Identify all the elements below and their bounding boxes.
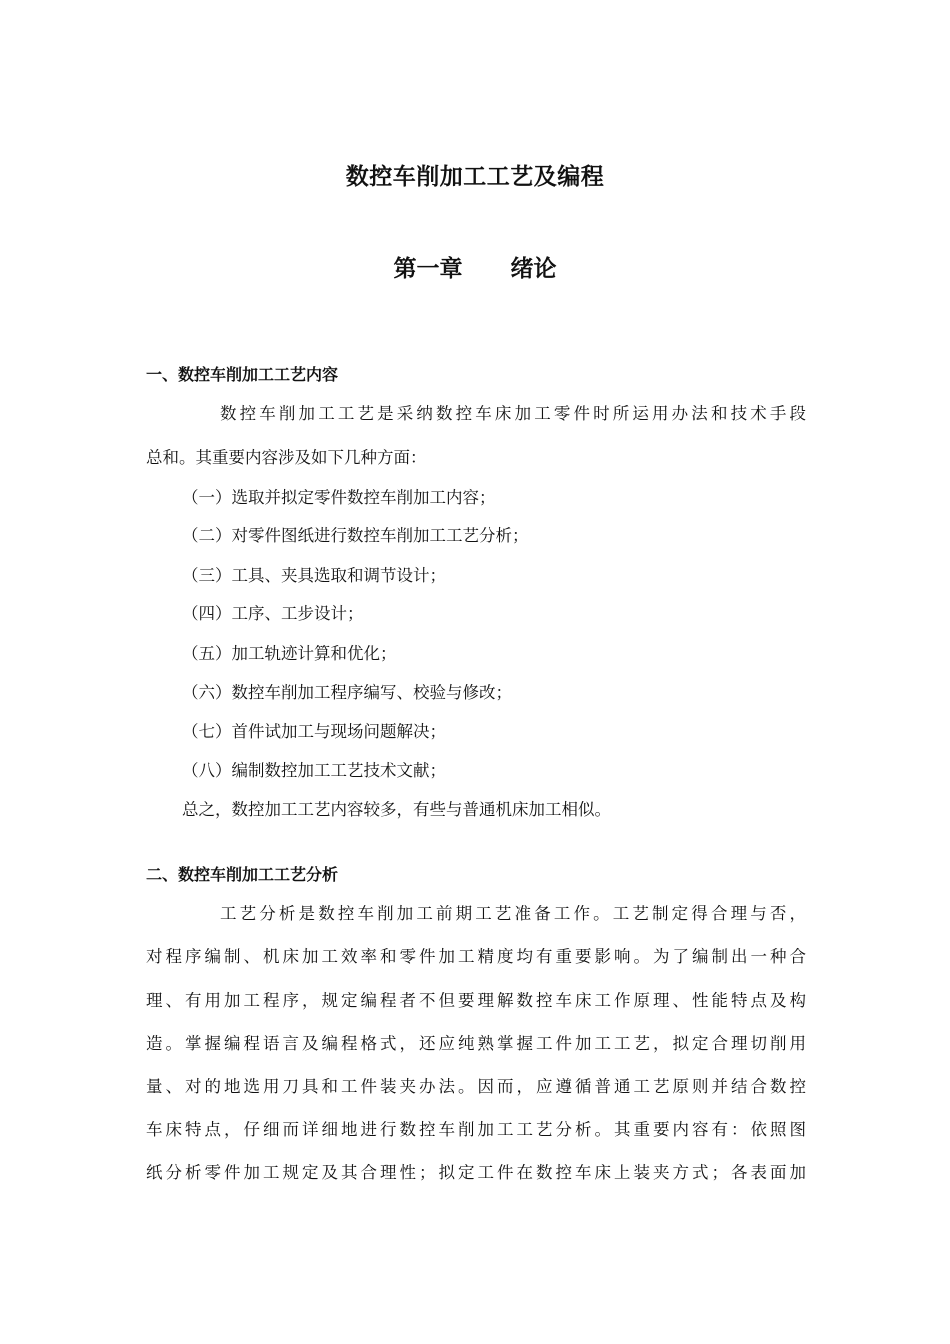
document-title: 数控车削加工工艺及编程 (345, 164, 605, 190)
paragraph-line: 量、对的地选用刀具和工件装夹办法。因而，应遵循普通工艺原则并结合数控 (146, 1077, 806, 1096)
list-item: （七）首件试加工与现场问题解决； (182, 722, 446, 741)
list-item: （三）工具、夹具选取和调节设计； (182, 566, 446, 585)
list-item: （一）选取并拟定零件数控车削加工内容； (182, 488, 496, 507)
section-heading-2: 二、数控车削加工工艺分析 (146, 865, 339, 884)
paragraph-line: 车床特点，仔细而详细地进行数控车削加工工艺分析。其重要内容有：依照图 (146, 1120, 806, 1139)
list-item: （八）编制数控加工工艺技术文献； (182, 761, 446, 780)
summary-line: 总之，数控加工工艺内容较多，有些与普通机床加工相似。 (182, 800, 611, 819)
chapter-title: 第一章 绪论 (393, 256, 557, 282)
list-item: （二）对零件图纸进行数控车削加工工艺分析； (182, 526, 529, 545)
paragraph-line: 工艺分析是数控车削加工前期工艺准备工作。工艺制定得合理与否， (220, 904, 806, 923)
paragraph-line: 总和。其重要内容涉及如下几种方面： (146, 448, 427, 467)
paragraph-line: 纸分析零件加工规定及其合理性；拟定工件在数控车床上装夹方式；各表面加 (146, 1163, 806, 1182)
list-item: （四）工序、工步设计； (182, 604, 364, 623)
section-heading-1: 一、数控车削加工工艺内容 (146, 365, 339, 384)
paragraph-line: 理、有用加工程序，规定编程者不但要理解数控车床工作原理、性能特点及构 (146, 991, 806, 1010)
list-item: （五）加工轨迹计算和优化； (182, 644, 397, 663)
paragraph-line: 数控车削加工工艺是采纳数控车床加工零件时所运用办法和技术手段 (220, 404, 806, 423)
list-item: （六）数控车削加工程序编写、校验与修改； (182, 683, 512, 702)
paragraph-line: 对程序编制、机床加工效率和零件加工精度均有重要影响。为了编制出一种合 (146, 947, 806, 966)
paragraph-line: 造。掌握编程语言及编程格式，还应纯熟掌握工件加工工艺，拟定合理切削用 (146, 1034, 806, 1053)
